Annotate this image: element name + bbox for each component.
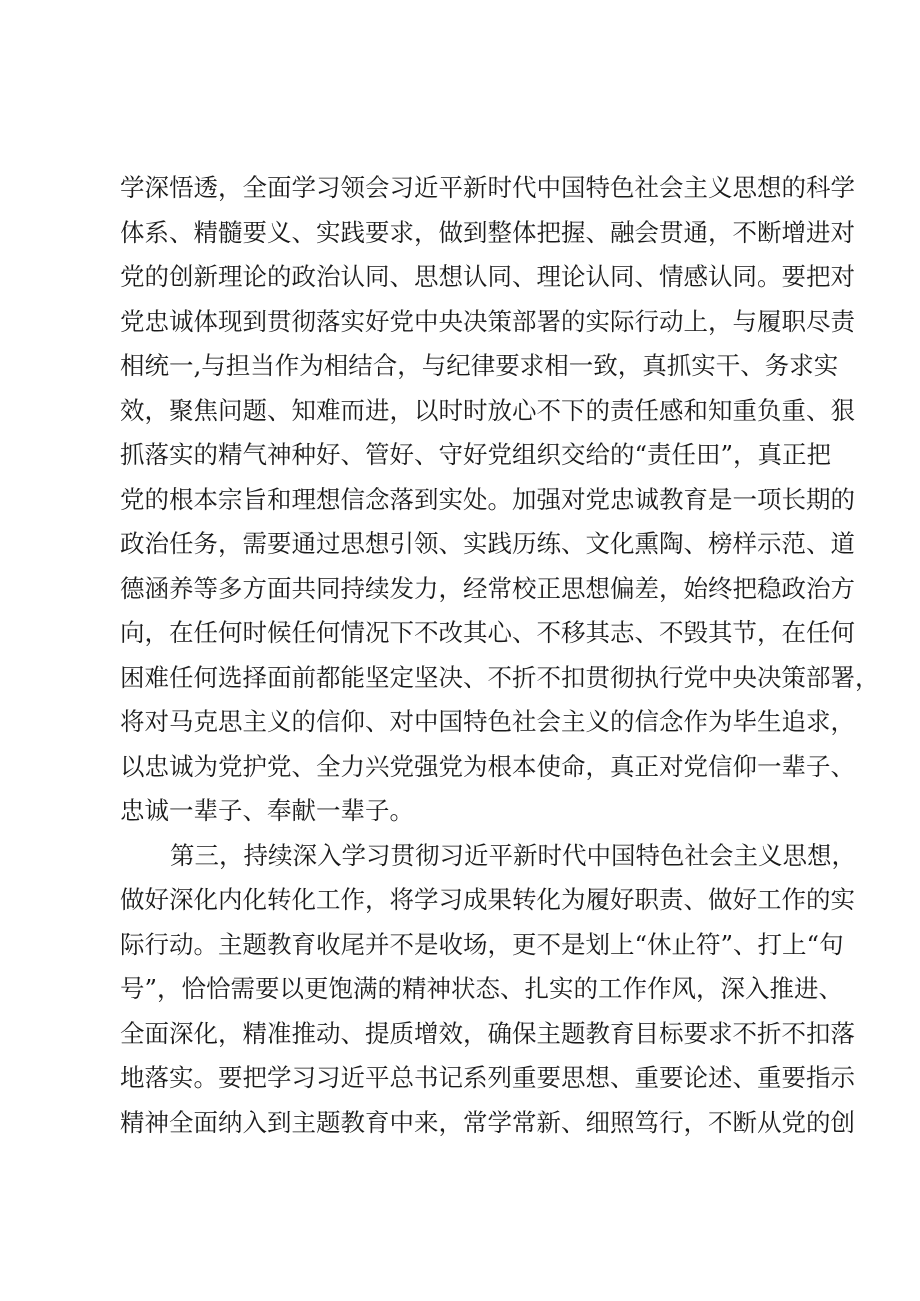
- paragraph-1-line: 抓落实的精气神种好、管好、守好党组织交给的“责任田”，真正把: [120, 440, 832, 469]
- paragraph-1-line: 体系、精髓要义、实践要求，做到整体把握、融会贯通，不断增进对: [120, 217, 855, 247]
- paragraph-1-line: 以忠诚为党护党、全力兴党强党为根本使命，真正对党信仰一辈子、: [120, 751, 855, 781]
- body-text: [120, 166, 880, 1145]
- paragraph-1-line: 忠诚一辈子、奉献一辈子。: [120, 796, 414, 825]
- paragraph-1-line: 学深悟透，全面学习领会习近平新时代中国特色社会主义思想的科学: [120, 173, 855, 202]
- paragraph-2-line: 做好深化内化转化工作，将学习成果转化为履好职责、做好工作的实: [120, 885, 855, 914]
- paragraph-2-line: 地落实。要把学习习近平总书记系列重要思想、重要论述、重要指示: [120, 1063, 855, 1092]
- paragraph-1: [120, 166, 880, 834]
- paragraph-1-line: 效，聚焦问题、知难而进，以时时放心不下的责任感和知重负重、狠: [120, 395, 855, 425]
- paragraph-1-line: 相统一,与担当作为相结合，与纪律要求相一致，真抓实干、务求实: [120, 351, 839, 380]
- paragraph-1-line: 德涵养等多方面共同持续发力，经常校正思想偏差，始终把稳政治方: [120, 573, 855, 603]
- paragraph-2-line: 号”，恰恰需要以更饱满的精神状态、扎实的工作作风，深入推进、: [120, 974, 844, 1003]
- paragraph-2-line: 第三，持续深入学习贯彻习近平新时代中国特色社会主义思想，: [170, 840, 856, 870]
- paragraph-2-line: 精神全面纳入到主题教育中来，常学常新、细照笃行，不断从党的创: [120, 1107, 855, 1137]
- paragraph-1-line: 困难任何选择面前都能坚定坚决、不折不扣贯彻执行党中央决策部署，: [120, 662, 880, 692]
- paragraph-1-line: 将对马克思主义的信仰、对中国特色社会主义的信念作为毕生追求，: [120, 707, 855, 736]
- paragraph-2: [120, 834, 856, 1146]
- paragraph-2-line: 全面深化，精准推动、提质增效，确保主题教育目标要求不折不扣落: [120, 1018, 855, 1048]
- paragraph-1-line: 党的根本宗旨和理想信念落到实处。加强对党忠诚教育是一项长期的: [120, 484, 855, 514]
- paragraph-2-line: 际行动。主题教育收尾并不是收场，更不是划上“休止符”、打上“句: [120, 929, 844, 959]
- paragraph-1-line: 党忠诚体现到贯彻落实好党中央决策部署的实际行动上，与履职尽责: [120, 306, 855, 336]
- paragraph-1-line: 党的创新理论的政治认同、思想认同、理论认同、情感认同。要把对: [120, 262, 855, 291]
- paragraph-1-line: 政治任务，需要通过思想引领、实践历练、文化熏陶、榜样示范、道: [120, 529, 855, 558]
- paragraph-1-line: 向，在任何时候任何情况下不改其心、不移其志、不毁其节，在任何: [120, 618, 855, 647]
